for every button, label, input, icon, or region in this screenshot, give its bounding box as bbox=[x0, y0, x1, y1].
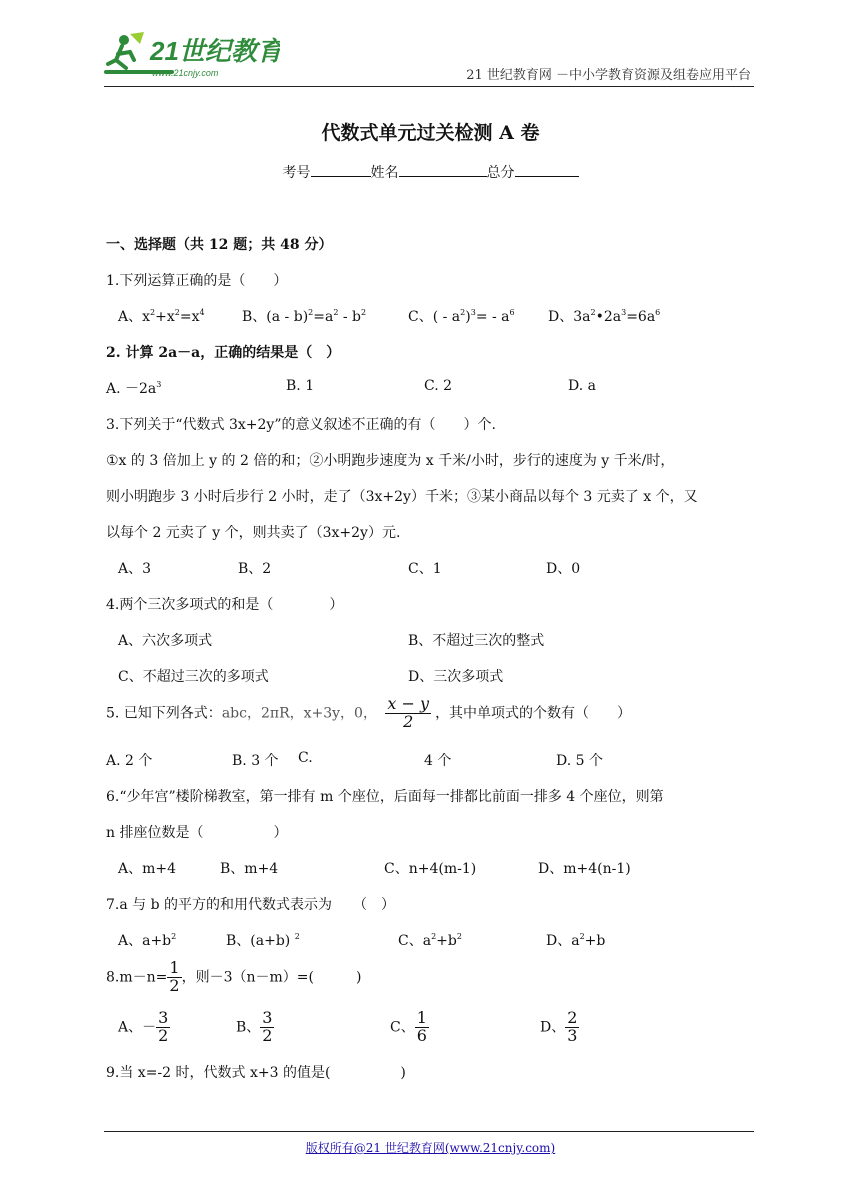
question-9-stem: 9.当 x=-2 时，代数式 x+3 的值是( ) bbox=[106, 1065, 406, 1081]
question-2-option-b: B. 1 bbox=[286, 378, 315, 394]
runner-logo-icon bbox=[104, 30, 280, 82]
copyright-link[interactable]: 版权所有@21 世纪教育网(www.21cnjy.com) bbox=[305, 1141, 556, 1155]
question-4-stem: 4.两个三次多项式的和是（ ） bbox=[106, 597, 344, 613]
question-4-option-d: D、三次多项式 bbox=[408, 669, 504, 685]
question-5-stem: 5. 已知下列各式：abc，2πR，x+3y，0， $\frac{x - y}{2}$ ，其中单项式的个数有（ ） bbox=[106, 694, 632, 731]
question-5-option-b: B. 3 个 bbox=[232, 753, 279, 769]
question-7-option-c: C、$a^2+b^2$ bbox=[398, 932, 462, 949]
footer-divider bbox=[104, 1131, 754, 1132]
question-5-option-c: C. bbox=[298, 750, 313, 766]
question-8-stem: 8.m－n= $\frac{1}{2}$ ，则－3（n－m）=( ) bbox=[106, 958, 362, 995]
question-1-option-a: A、$x^2+x^2=x^4$ bbox=[118, 308, 205, 325]
question-6-line-1: 6.“少年宫”楼阶梯教室，第一排有 m 个座位，后面每一排都比前面一排多 4 个座位，则第 bbox=[106, 789, 664, 805]
question-2-option-a: A. $-2a^3$ bbox=[106, 380, 162, 397]
question-3-stem: 3.下列关于“代数式 3x+2y”的意义叙述不正确的有（ ）个. bbox=[106, 417, 496, 433]
exam-meta bbox=[0, 162, 861, 182]
header-tagline: 21 世纪教育网 －中小学教育资源及组卷应用平台 bbox=[466, 68, 751, 83]
logo-url: www.21cnjy.com bbox=[152, 68, 219, 78]
question-1-stem: 1.下列运算正确的是（ ） bbox=[106, 273, 288, 289]
question-3-option-a: A、3 bbox=[118, 561, 152, 577]
question-8-option-b: B、 $\frac{3}{2}$ bbox=[236, 1008, 273, 1045]
exam-no-blank bbox=[311, 162, 371, 177]
question-7-option-b: B、(a+b) $^2$ bbox=[226, 932, 300, 949]
question-6-option-a: A、m+4 bbox=[118, 861, 177, 877]
question-3-option-b: B、2 bbox=[238, 561, 272, 577]
name-label: 姓名 bbox=[370, 165, 399, 181]
question-2-option-d: D. a bbox=[568, 378, 596, 394]
question-7-option-a: A、$a+b^2$ bbox=[118, 932, 177, 949]
question-8-option-c: C、 $\frac{1}{6}$ bbox=[390, 1008, 427, 1045]
question-6-option-d: D、m+4(n-1) bbox=[538, 861, 631, 877]
question-3-line-2: 则小明跑步 3 小时后步行 2 小时，走了（3x+2y）千米；③某小商品以每个 3 元卖了 x 个，又 bbox=[106, 489, 698, 505]
question-1-option-b: B、$(a - b)^2=a^2 - b^2$ bbox=[242, 308, 367, 325]
question-2-stem: 2. 计算 2a－a，正确的结果是（ ） bbox=[106, 345, 341, 361]
page-title: 代数式单元过关检测 A 卷 bbox=[321, 122, 540, 144]
question-2-option-c: C. 2 bbox=[424, 378, 453, 394]
question-8-option-d: D、 $\frac{2}{3}$ bbox=[540, 1008, 578, 1045]
question-6-option-b: B、m+4 bbox=[220, 861, 279, 877]
question-1-option-d: D、$3a^2•2a^3=6a^6$ bbox=[548, 308, 661, 325]
question-3-line-3: 以每个 2 元卖了 y 个，则共卖了（3x+2y）元. bbox=[106, 525, 401, 541]
question-5-option-c-value: 4 个 bbox=[424, 753, 452, 769]
question-5-option-d: D. 5 个 bbox=[556, 753, 603, 769]
score-blank bbox=[515, 162, 579, 177]
question-4-option-a: A、六次多项式 bbox=[118, 633, 213, 649]
question-3-line-1: ①x 的 3 倍加上 y 的 2 倍的和；②小明跑步速度为 x 千米/小时，步行的速度为 y 千米/时， bbox=[106, 453, 675, 469]
question-3-option-d: D、0 bbox=[546, 561, 581, 577]
section-heading: 一、选择题（共 12 题；共 48 分） bbox=[106, 237, 333, 253]
name-blank bbox=[399, 162, 487, 177]
question-7-option-d: D、$a^2+b$ bbox=[546, 932, 606, 949]
question-8-fraction: $\frac{1}{2}$ bbox=[169, 958, 180, 995]
score-label: 总分 bbox=[486, 165, 515, 181]
question-1-option-c: C、( - $a^2)^3= - a^6$ bbox=[408, 308, 515, 325]
question-4-option-c: C、不超过三次的多项式 bbox=[118, 669, 269, 685]
logo-text: 21世纪教育 bbox=[150, 36, 280, 66]
question-5-option-a: A. 2 个 bbox=[106, 753, 153, 769]
exam-no-label: 考号 bbox=[282, 165, 311, 181]
question-8-option-a: A、－ $\frac{3}{2}$ bbox=[118, 1008, 169, 1045]
copyright-footer[interactable] bbox=[0, 1139, 861, 1156]
question-6-option-c: C、n+4(m-1) bbox=[384, 861, 477, 877]
question-6-line-2: n 排座位数是（ ） bbox=[106, 825, 288, 841]
header-divider bbox=[104, 86, 754, 87]
question-7-stem: 7.a 与 b 的平方的和用代数式表示为 （ ） bbox=[106, 897, 396, 913]
question-3-option-c: C、1 bbox=[408, 561, 442, 577]
question-4-option-b: B、不超过三次的整式 bbox=[408, 633, 545, 649]
site-logo[interactable] bbox=[104, 30, 280, 82]
question-5-fraction: $\frac{x - y}{2}$ bbox=[387, 694, 430, 731]
